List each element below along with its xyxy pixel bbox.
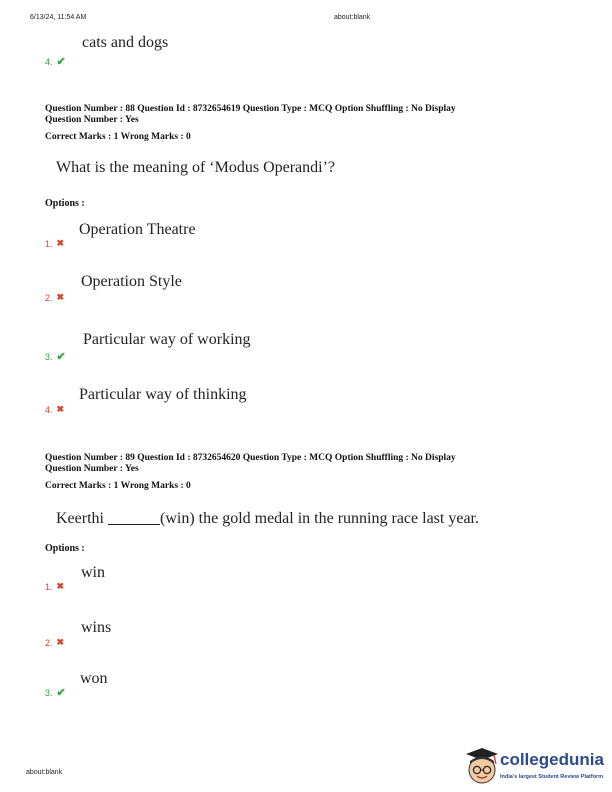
cross-icon: ✖ <box>56 238 65 248</box>
cross-icon: ✖ <box>56 292 65 302</box>
footer-url: about:blank <box>26 769 63 776</box>
q88-option-1-number: 1. ✖ <box>45 238 65 249</box>
cross-icon: ✖ <box>56 404 65 414</box>
q89-meta: Question Number : 89 Question Id : 8732654620 Question Type : MCQ Option Shuffling : No Display Question Number : Yes <box>45 453 456 474</box>
q88-question: What is the meaning of ‘Modus Operandi’? <box>56 159 336 176</box>
q89-options-label: Options : <box>45 543 85 554</box>
cross-icon: ✖ <box>56 581 65 591</box>
q88-option-3-text: Particular way of working <box>83 331 251 348</box>
q89-option-3-number: 3. ✔ <box>45 687 66 699</box>
q88-option-4-number: 4. ✖ <box>45 404 65 415</box>
logo-tagline: India's largest Student Review Platform <box>500 774 604 780</box>
q88-meta: Question Number : 88 Question Id : 8732654619 Question Type : MCQ Option Shuffling : No Display Question Number : Yes <box>45 104 456 125</box>
cross-icon: ✖ <box>56 637 65 647</box>
prev-option-text: cats and dogs <box>82 34 169 51</box>
q89-question: Keerthi (win) the gold medal in the running race last year. <box>56 510 479 527</box>
print-url: about:blank <box>334 14 371 21</box>
check-icon: ✔ <box>56 56 66 68</box>
mascot-icon <box>466 748 498 783</box>
q89-option-3-text: won <box>80 670 108 687</box>
q89-option-2-text: wins <box>81 619 112 636</box>
q88-marks: Correct Marks : 1 Wrong Marks : 0 <box>45 132 191 142</box>
check-icon: ✔ <box>56 687 66 699</box>
q88-option-2-number: 2. ✖ <box>45 292 65 303</box>
prev-option-number: 4. ✔ <box>45 56 66 68</box>
q88-option-2-text: Operation Style <box>81 273 182 290</box>
q88-options-label: Options : <box>45 198 85 209</box>
q89-option-2-number: 2. ✖ <box>45 637 65 648</box>
check-icon: ✔ <box>56 351 66 363</box>
print-datetime: 6/13/24, 11:54 AM <box>30 14 87 21</box>
logo-brand-text: collegedunia <box>500 750 604 769</box>
answer-blank <box>108 512 160 525</box>
q89-marks: Correct Marks : 1 Wrong Marks : 0 <box>45 481 191 491</box>
q88-option-1-text: Operation Theatre <box>79 221 196 238</box>
q88-option-3-number: 3. ✔ <box>45 351 66 363</box>
q89-option-1-text: win <box>81 564 105 581</box>
q88-option-4-text: Particular way of thinking <box>79 386 247 403</box>
q89-option-1-number: 1. ✖ <box>45 581 65 592</box>
